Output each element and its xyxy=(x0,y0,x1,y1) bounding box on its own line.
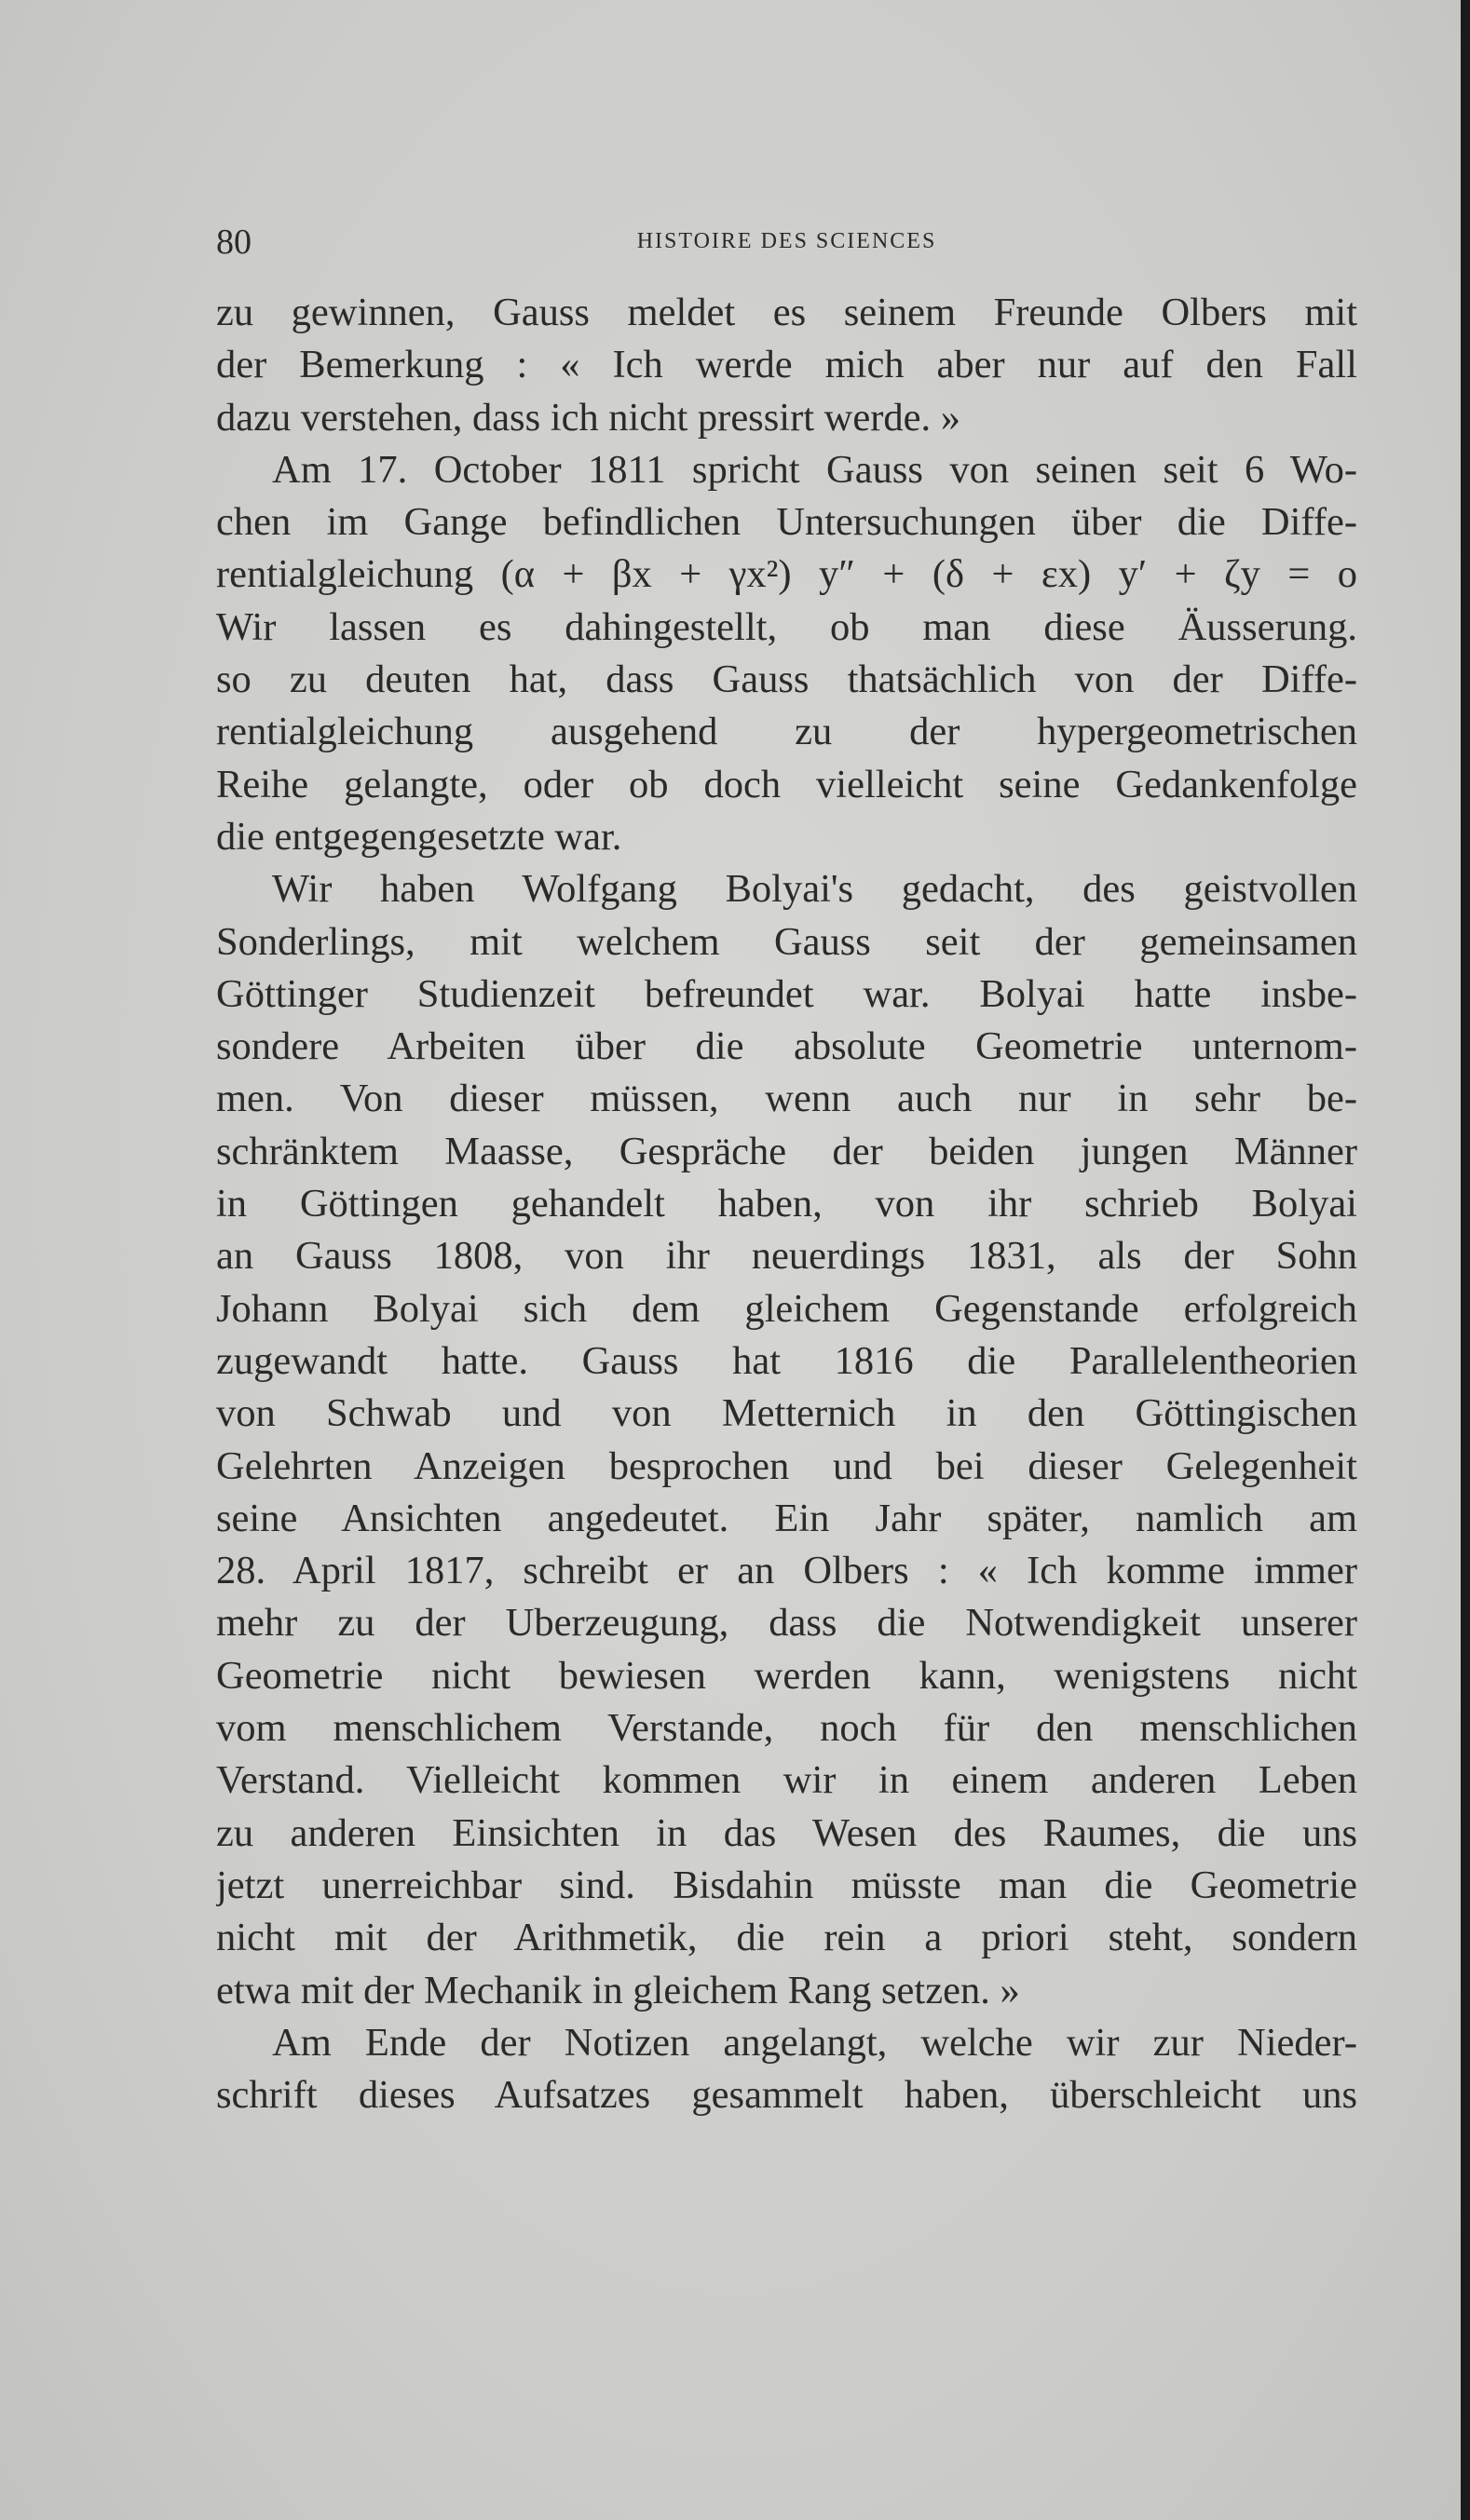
text-line: an Gauss 1808, von ihr neuerdings 1831, als der Sohn xyxy=(216,1234,1357,1279)
text-line: Wir haben Wolfgang Bolyai's gedacht, des geistvollen xyxy=(272,867,1357,912)
text-line: zu gewinnen, Gauss meldet es seinem Freunde Olbers mit xyxy=(216,291,1357,334)
text-line: von Schwab und von Metternich in den Göttingischen xyxy=(216,1391,1357,1436)
text-line: etwa mit der Mechanik in gleichem Rang setzen. » xyxy=(216,1968,1020,2012)
text-line: Göttinger Studienzeit befreundet war. Bolyai hatte insbe- xyxy=(216,971,1357,1016)
text-line: Reihe gelangte, oder ob doch vielleicht seine Gedankenfolge xyxy=(216,762,1357,806)
text-line: Am Ende der Notizen angelangt, welche wir zur Nieder- xyxy=(272,2020,1357,2065)
page-number: 80 xyxy=(216,223,252,262)
text-line: men. Von dieser müssen, wenn auch nur in sehr be- xyxy=(216,1077,1357,1121)
text-line: der Bemerkung : « Ich werde mich aber nur auf den Fall xyxy=(216,343,1357,387)
text-line: die entgegengesetzte war. xyxy=(216,814,622,859)
text-line: dazu verstehen, dass ich nicht pressirt werde. » xyxy=(216,395,960,440)
text-line: sondere Arbeiten über die absolute Geometrie unternom- xyxy=(216,1024,1357,1069)
text-line: Wir lassen es dahingestellt, ob man diese Äusserung. xyxy=(216,604,1357,649)
text-line: vom menschlichem Verstande, noch für den menschlichen xyxy=(216,1706,1357,1751)
text-line: mehr zu der Uberzeugung, dass die Notwendigkeit unserer xyxy=(216,1601,1357,1646)
body-text xyxy=(216,287,1357,2121)
text-line: Johann Bolyai sich dem gleichem Gegenstande erfolgreich xyxy=(216,1286,1357,1331)
running-head: HISTOIRE DES SCIENCES xyxy=(636,229,937,253)
text-line: seine Ansichten angedeutet. Ein Jahr später, namlich am xyxy=(216,1496,1357,1540)
text-line: zugewandt hatte. Gauss hat 1816 die Parallelentheorien xyxy=(216,1338,1357,1383)
text-line: rentialgleichung ausgehend zu der hypergeometrischen xyxy=(216,710,1357,754)
page-edge-shadow xyxy=(1461,0,1470,2520)
text-line: so zu deuten hat, dass Gauss thatsächlich von der Diffe- xyxy=(216,657,1357,702)
text-line: in Göttingen gehandelt haben, von ihr schrieb Bolyai xyxy=(216,1182,1357,1226)
text-line: 28. April 1817, schreibt er an Olbers : « Ich komme immer xyxy=(216,1549,1357,1593)
text-line: jetzt unerreichbar sind. Bisdahin müsste man die Geometrie xyxy=(216,1863,1357,1907)
text-line: chen im Gange befindlichen Untersuchungen über die Diffe- xyxy=(216,500,1357,545)
text-line: Am 17. October 1811 spricht Gauss von seinen seit 6 Wo- xyxy=(272,447,1357,492)
page-header xyxy=(216,222,1357,274)
text-line: Gelehrten Anzeigen besprochen und bei dieser Gelegenheit xyxy=(216,1443,1357,1488)
text-line: Sonderlings, mit welchem Gauss seit der gemeinsamen xyxy=(216,919,1357,964)
text-line: Geometrie nicht bewiesen werden kann, wenigstens nicht xyxy=(216,1653,1357,1698)
text-line: schrift dieses Aufsatzes gesammelt haben, überschleicht uns xyxy=(216,2073,1357,2118)
text-line: Verstand. Vielleicht kommen wir in einem anderen Leben xyxy=(216,1758,1357,1803)
text-line: nicht mit der Arithmetik, die rein a priori steht, sondern xyxy=(216,1916,1357,1960)
text-line: rentialgleichung (α + βx + γx²) y″ + (δ + εx) y′ + ζy = o xyxy=(216,552,1357,597)
text-line: schränktem Maasse, Gespräche der beiden jungen Männer xyxy=(216,1129,1357,1173)
text-line: zu anderen Einsichten in das Wesen des Raumes, die uns xyxy=(216,1810,1357,1855)
